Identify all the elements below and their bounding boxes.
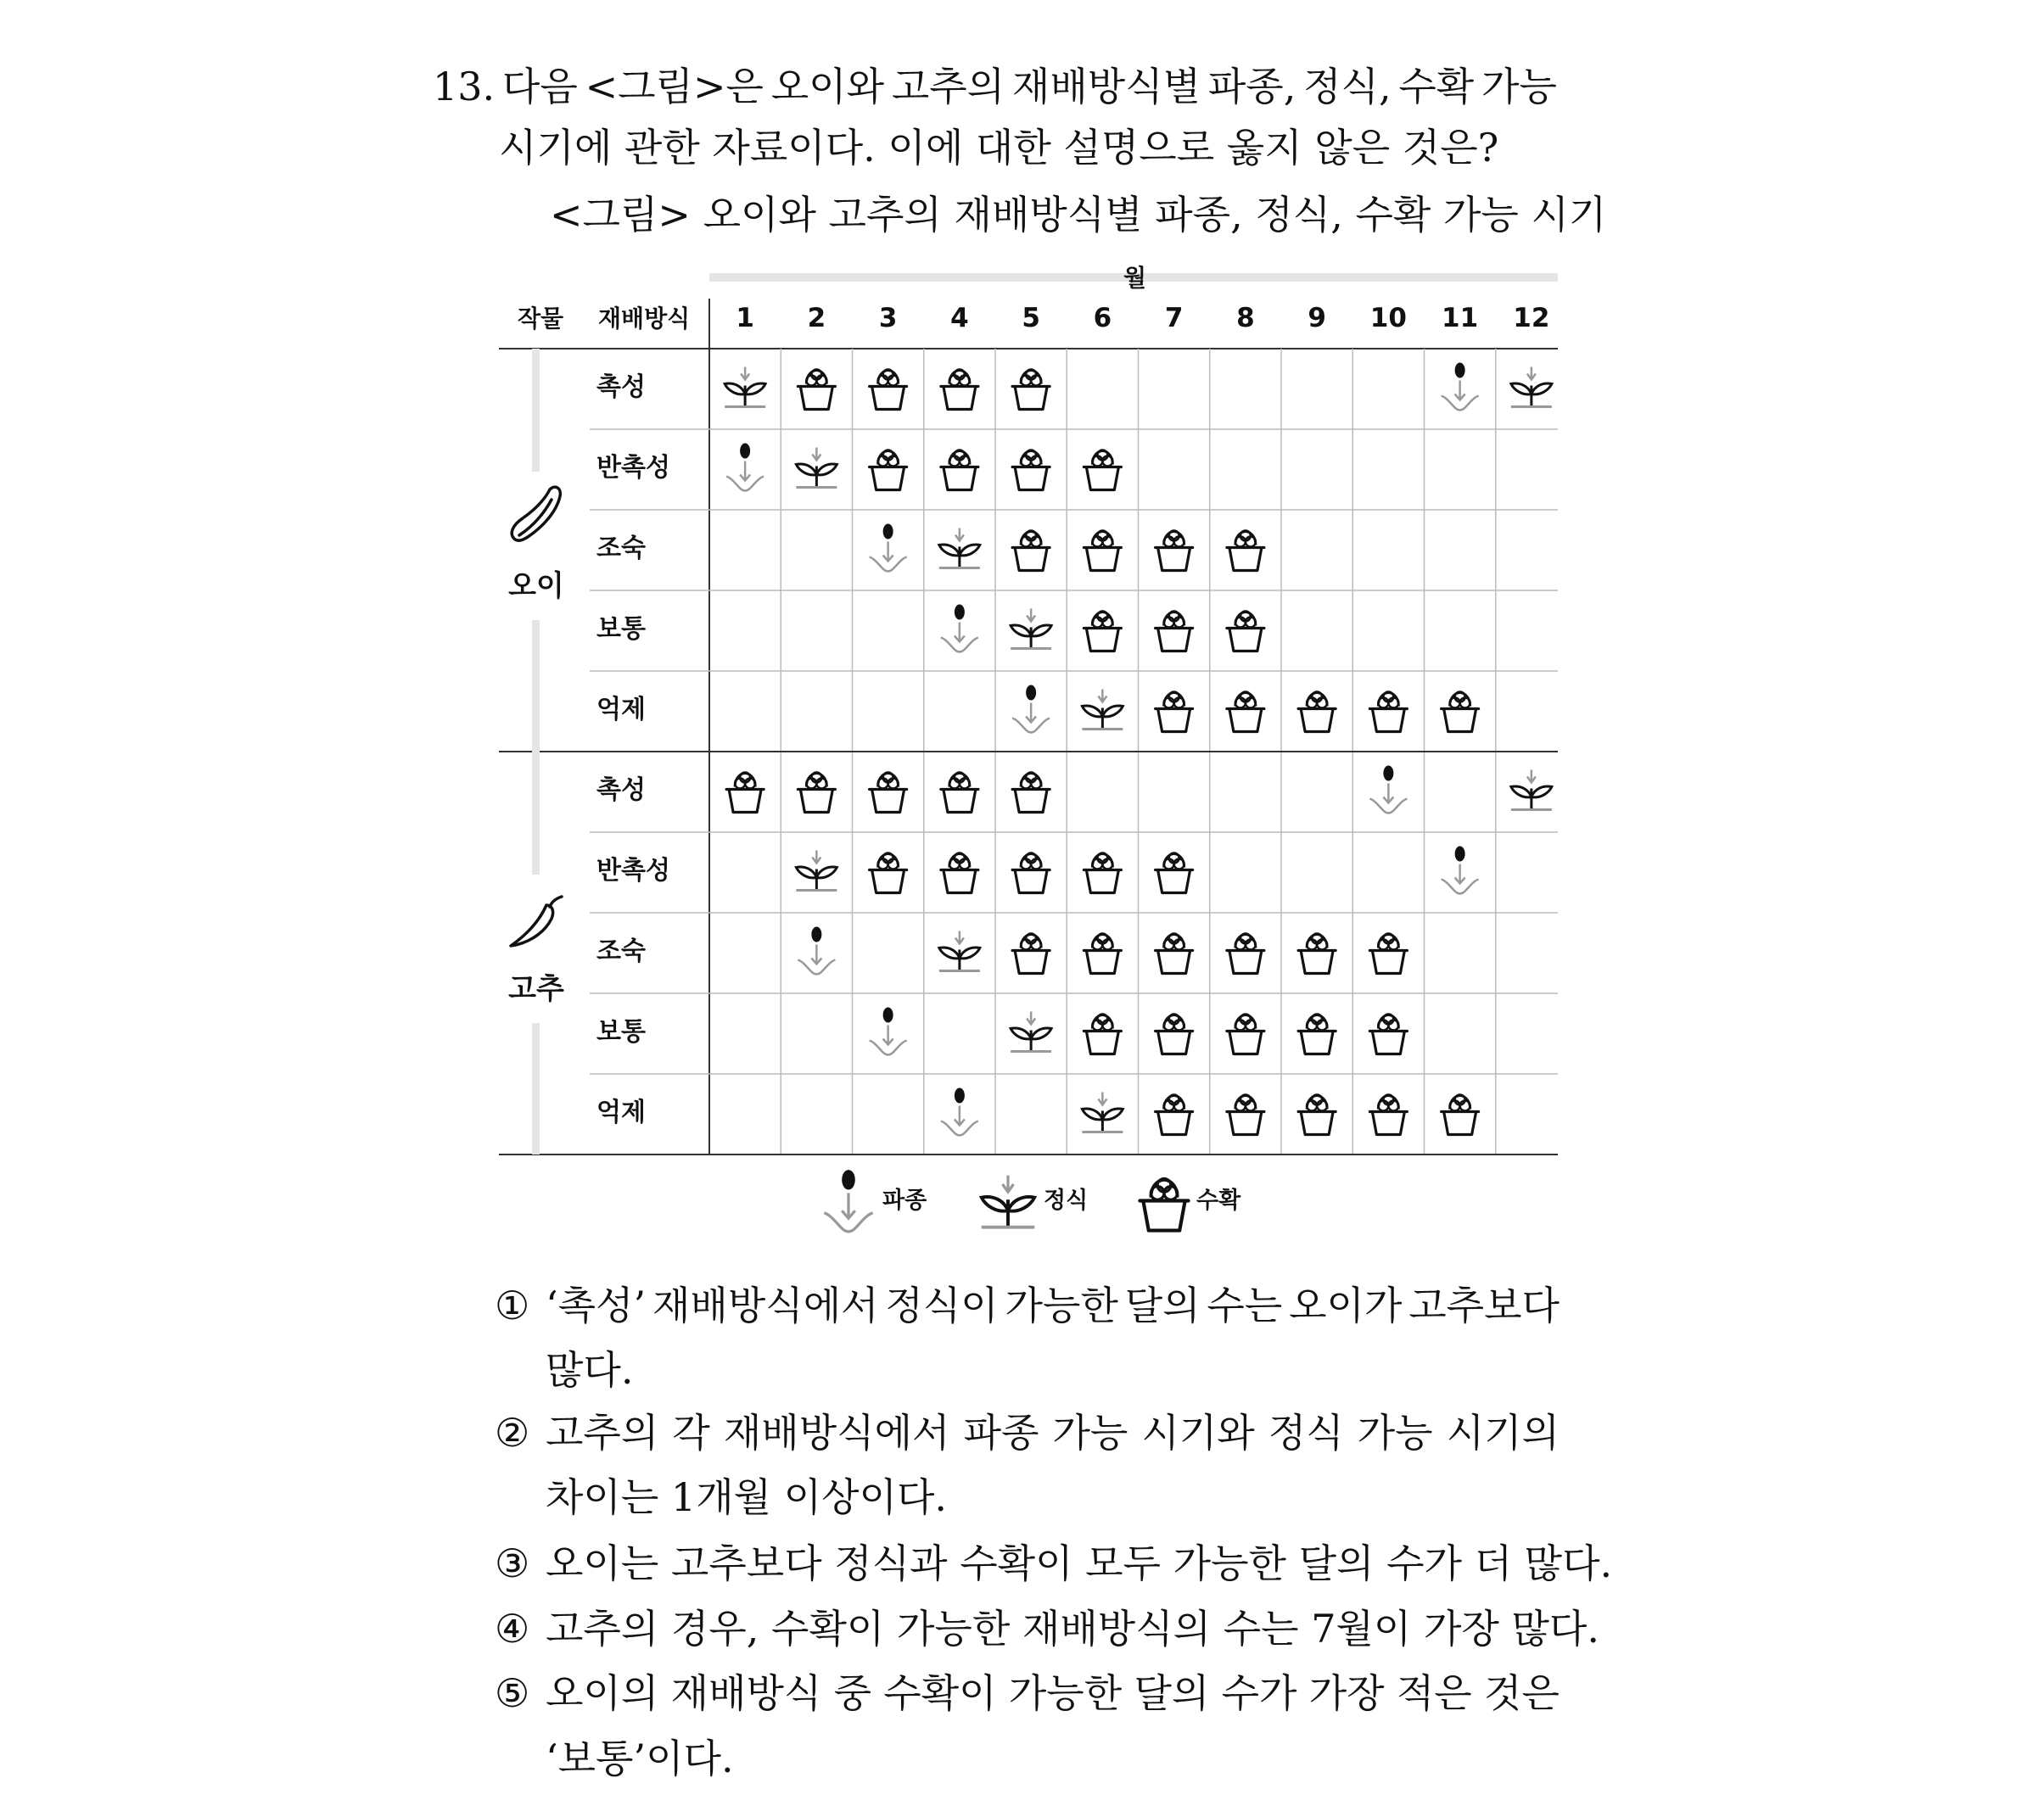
method-label: 억제 (596, 1097, 646, 1127)
month-number: 1 (736, 303, 754, 333)
option-word: 가능한 (1005, 1283, 1118, 1328)
legend-label: 정식 (1044, 1188, 1089, 1214)
harvest-icon (798, 370, 835, 410)
transplant-icon (1082, 1093, 1123, 1132)
option-word: 가능 (1357, 1410, 1433, 1456)
method-label: 조숙 (596, 936, 646, 966)
sowing-icon (1012, 685, 1050, 733)
transplant-icon (1082, 690, 1123, 730)
harvest-icon (1298, 1095, 1336, 1135)
question-word: 정식, (1303, 64, 1392, 109)
option-line (546, 1407, 1560, 1458)
option-text: 오이는 고추보다 정식과 수확이 모두 가능한 달의 수가 더 많다. (546, 1540, 1613, 1586)
sowing-icon (1442, 847, 1479, 894)
month-number: 10 (1369, 303, 1407, 333)
harvest-icon (1369, 934, 1407, 974)
header-crop: 작물 (518, 305, 564, 333)
month-number: 6 (1093, 303, 1112, 333)
option-word: 가장 (1308, 1670, 1385, 1716)
harvest-icon (1227, 612, 1264, 651)
option-word: 고추보다 (1408, 1283, 1560, 1328)
transplant-icon (1011, 609, 1051, 649)
question-word: 수확 (1398, 64, 1475, 109)
month-number: 2 (807, 303, 826, 333)
transplant-icon (982, 1176, 1034, 1227)
harvest-icon (1156, 531, 1193, 571)
option-marker: ⑤ (495, 1670, 530, 1716)
cucumber-icon (512, 487, 560, 540)
harvest-icon (1298, 934, 1336, 974)
harvest-icon (1084, 450, 1121, 490)
harvest-icon (1369, 1095, 1407, 1135)
transplant-icon (725, 367, 765, 407)
transplant-icon (796, 448, 837, 488)
harvest-icon (1156, 1015, 1193, 1054)
sowing-icon (941, 605, 978, 652)
question-word: 다음 (501, 64, 578, 109)
harvest-icon (870, 370, 907, 410)
transplant-icon (1011, 1012, 1051, 1052)
transplant-icon (796, 851, 837, 891)
question-word: 파종, (1207, 64, 1296, 109)
harvest-icon (941, 773, 978, 813)
option-marker: ① (495, 1283, 530, 1328)
harvest-icon (870, 853, 907, 893)
option-word: 오이가 (1289, 1283, 1403, 1328)
option-word: 달의 (1124, 1283, 1201, 1328)
option-marker: ③ (495, 1540, 530, 1586)
harvest-icon (1156, 853, 1193, 893)
transplant-icon (1511, 367, 1552, 407)
option-word: 재배방식에서 (652, 1283, 879, 1328)
option-word: 가능한 (1008, 1670, 1123, 1716)
option-continuation: 많다. (546, 1347, 634, 1393)
month-number: 4 (950, 303, 969, 333)
legend-label: 수확 (1196, 1188, 1241, 1214)
harvest-icon (1369, 692, 1407, 732)
sowing-icon (1442, 363, 1479, 411)
month-number: 12 (1513, 303, 1550, 333)
harvest-icon (1442, 1095, 1479, 1135)
harvest-icon (870, 773, 907, 813)
header-month: 월 (1123, 264, 1147, 292)
harvest-icon (1084, 934, 1121, 974)
question-line-2: 시기에 관한 자료이다. 이에 대한 설명으로 옳지 않은 것은? (499, 125, 1499, 171)
month-number: 5 (1022, 303, 1040, 333)
harvest-icon (1227, 692, 1264, 732)
option-word: 파종 (963, 1410, 1039, 1456)
harvest-icon (870, 450, 907, 490)
sowing-icon (870, 524, 907, 572)
option-word: 고추의 (546, 1410, 659, 1456)
harvest-icon (1084, 531, 1121, 571)
harvest-icon (1227, 934, 1264, 974)
harvest-icon (1227, 1095, 1264, 1135)
month-number: 7 (1164, 303, 1184, 333)
option-word: 정식이 (885, 1283, 999, 1328)
sowing-icon (870, 1008, 907, 1055)
harvest-icon (1084, 612, 1121, 651)
transplant-icon (939, 931, 980, 971)
method-label: 보통 (596, 1016, 646, 1047)
harvest-icon (1012, 934, 1050, 974)
crop-side-bar (532, 1023, 540, 1154)
legend-label: 파종 (882, 1188, 927, 1214)
harvest-icon (1227, 531, 1264, 571)
option-word: 것은 (1484, 1670, 1560, 1716)
method-label: 촉성 (596, 774, 646, 805)
harvest-icon (941, 370, 978, 410)
option-word: 적은 (1396, 1670, 1472, 1716)
option-word: 수확이 (883, 1670, 997, 1716)
month-number: 3 (878, 303, 898, 333)
harvest-icon (1298, 1015, 1336, 1054)
question-word: 가능 (1481, 64, 1557, 109)
option-word: ‘촉성’ (546, 1283, 647, 1328)
option-marker: ④ (495, 1606, 530, 1652)
harvest-icon (1156, 1095, 1193, 1135)
option-continuation: ‘보통’이다. (546, 1736, 734, 1781)
harvest-icon (1369, 1015, 1407, 1054)
question-word: 오이와 (770, 64, 885, 109)
option-word: 오이의 (546, 1670, 659, 1716)
crop-side-bar (532, 752, 540, 875)
pepper-icon (511, 897, 562, 946)
option-word: 정식 (1268, 1410, 1344, 1456)
option-line (546, 1668, 1560, 1719)
header-method: 재배방식 (598, 305, 691, 333)
option-word: 각 (672, 1410, 710, 1456)
harvest-icon (1227, 1015, 1264, 1054)
question-word: 고추의 (891, 64, 1005, 109)
option-word: 재배방식에서 (723, 1410, 950, 1456)
figure-title: <그림> 오이와 고추의 재배방식별 파종, 정식, 수확 가능 시기 (550, 192, 1607, 238)
harvest-icon (1298, 692, 1336, 732)
option-continuation: 차이는 1개월 이상이다. (546, 1474, 948, 1520)
harvest-icon (1012, 853, 1050, 893)
question-word: 재배방식별 (1011, 64, 1201, 109)
sowing-icon (798, 927, 835, 975)
harvest-icon (726, 773, 764, 813)
harvest-icon (1442, 692, 1479, 732)
crop-label: 오이 (508, 569, 564, 603)
harvest-icon (1156, 612, 1193, 651)
option-word: 중 (833, 1670, 872, 1716)
option-word: 달의 (1134, 1670, 1210, 1716)
harvest-icon (1012, 450, 1050, 490)
harvest-icon (1140, 1179, 1188, 1231)
sowing-icon (824, 1170, 872, 1232)
harvest-icon (1012, 773, 1050, 813)
harvest-icon (798, 773, 835, 813)
option-word: 수는 (1207, 1283, 1283, 1328)
harvest-icon (1156, 692, 1193, 732)
option-word: 재배방식 (670, 1670, 822, 1716)
harvest-icon (1084, 1015, 1121, 1054)
option-word: 시기와 (1141, 1410, 1255, 1456)
question-word: <그림>은 (585, 64, 764, 109)
harvest-icon (1012, 531, 1050, 571)
transplant-icon (939, 528, 980, 568)
method-label: 억제 (596, 694, 646, 724)
question-word: 13. (433, 64, 496, 109)
harvest-icon (1084, 853, 1121, 893)
sowing-icon (941, 1088, 978, 1136)
option-word: 가능 (1052, 1410, 1128, 1456)
option-word: 시기의 (1446, 1410, 1560, 1456)
option-marker: ② (495, 1410, 530, 1456)
method-label: 조숙 (596, 533, 646, 563)
method-label: 반촉성 (596, 452, 670, 483)
harvest-icon (941, 853, 978, 893)
option-text: 고추의 경우, 수확이 가능한 재배방식의 수는 7월이 가장 많다. (546, 1606, 1599, 1652)
option-word: 수가 (1221, 1670, 1297, 1716)
method-label: 촉성 (596, 372, 646, 402)
harvest-icon (941, 450, 978, 490)
sowing-icon (1369, 766, 1407, 813)
harvest-icon (1012, 370, 1050, 410)
transplant-icon (1511, 770, 1552, 810)
harvest-icon (1156, 934, 1193, 974)
option-line (546, 1280, 1560, 1331)
crop-side-bar (532, 620, 540, 752)
sowing-icon (726, 444, 764, 491)
month-number: 9 (1308, 303, 1326, 333)
method-label: 반촉성 (596, 855, 670, 886)
crop-side-bar (532, 349, 540, 472)
method-label: 보통 (596, 613, 646, 644)
month-number: 11 (1442, 303, 1479, 333)
month-number: 8 (1236, 303, 1255, 333)
crop-label: 고추 (508, 972, 564, 1006)
